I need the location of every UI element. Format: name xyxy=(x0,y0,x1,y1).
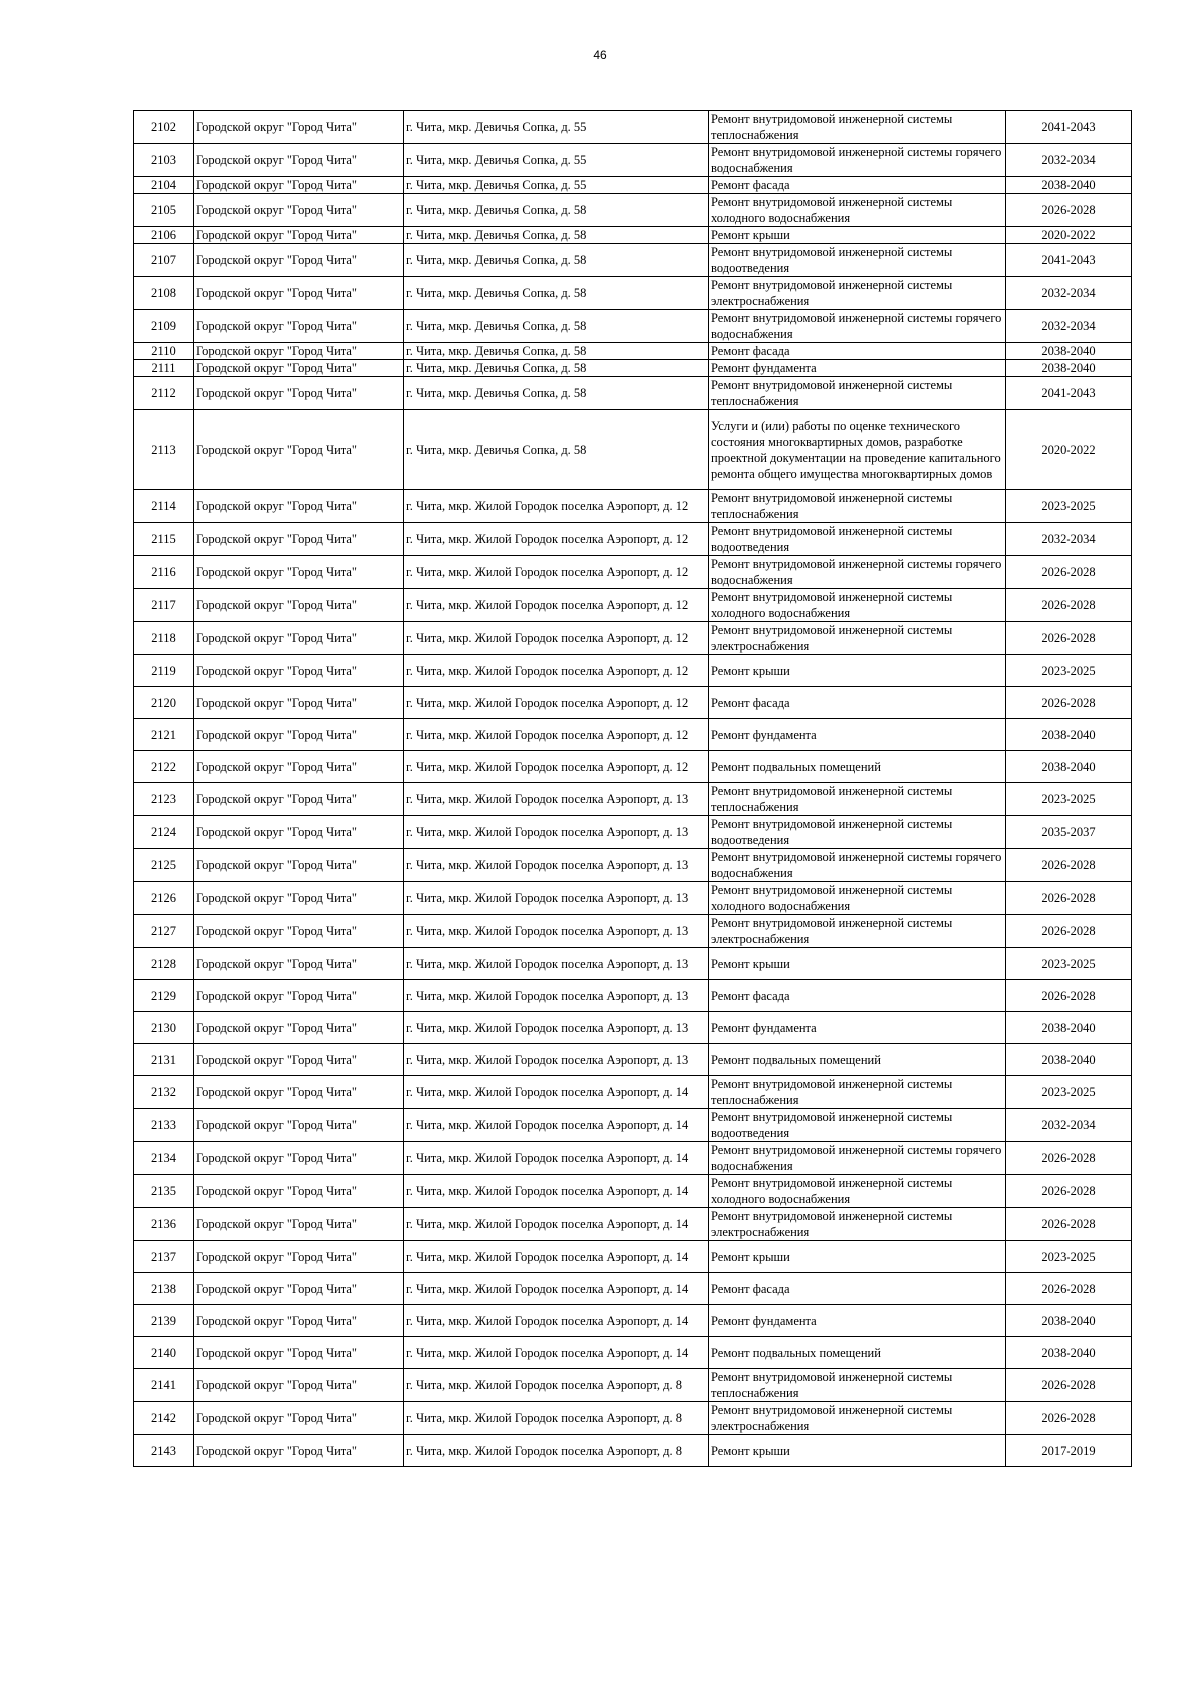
address-cell: г. Чита, мкр. Жилой Городок поселка Аэропорт, д. 12 xyxy=(404,622,709,655)
district-cell: Городской округ "Город Чита" xyxy=(194,194,404,227)
work-type-cell: Ремонт внутридомовой инженерной системы теплоснабжения xyxy=(709,490,1006,523)
work-type-cell: Ремонт внутридомовой инженерной системы водоотведения xyxy=(709,244,1006,277)
address-cell: г. Чита, мкр. Девичья Сопка, д. 55 xyxy=(404,144,709,177)
district-cell: Городской округ "Город Чита" xyxy=(194,410,404,490)
period-cell: 2026-2028 xyxy=(1006,1142,1132,1175)
address-cell: г. Чита, мкр. Жилой Городок поселка Аэропорт, д. 13 xyxy=(404,1044,709,1076)
work-type-cell: Ремонт крыши xyxy=(709,948,1006,980)
district-cell: Городской округ "Город Чита" xyxy=(194,1076,404,1109)
period-cell: 2041-2043 xyxy=(1006,111,1132,144)
district-cell: Городской округ "Город Чита" xyxy=(194,1241,404,1273)
district-cell: Городской округ "Город Чита" xyxy=(194,1402,404,1435)
address-cell: г. Чита, мкр. Жилой Городок поселка Аэропорт, д. 12 xyxy=(404,719,709,751)
work-type-cell: Ремонт крыши xyxy=(709,227,1006,244)
table-row xyxy=(134,111,1132,144)
table-row xyxy=(134,915,1132,948)
address-cell: г. Чита, мкр. Жилой Городок поселка Аэропорт, д. 14 xyxy=(404,1337,709,1369)
district-cell: Городской округ "Город Чита" xyxy=(194,1142,404,1175)
table-row xyxy=(134,882,1132,915)
table-row xyxy=(134,655,1132,687)
row-number-cell: 2106 xyxy=(134,227,194,244)
district-cell: Городской округ "Город Чита" xyxy=(194,1273,404,1305)
district-cell: Городской округ "Город Чита" xyxy=(194,1337,404,1369)
work-type-cell: Ремонт внутридомовой инженерной системы холодного водоснабжения xyxy=(709,194,1006,227)
table-row xyxy=(134,687,1132,719)
work-type-cell: Ремонт внутридомовой инженерной системы электроснабжения xyxy=(709,622,1006,655)
period-cell: 2017-2019 xyxy=(1006,1435,1132,1467)
table-row xyxy=(134,1273,1132,1305)
district-cell: Городской округ "Город Чита" xyxy=(194,177,404,194)
period-cell: 2026-2028 xyxy=(1006,849,1132,882)
work-type-cell: Ремонт фасада xyxy=(709,177,1006,194)
table-row xyxy=(134,1369,1132,1402)
row-number-cell: 2143 xyxy=(134,1435,194,1467)
row-number-cell: 2108 xyxy=(134,277,194,310)
table-row xyxy=(134,751,1132,783)
district-cell: Городской округ "Город Чита" xyxy=(194,816,404,849)
table-row xyxy=(134,1305,1132,1337)
work-type-cell: Ремонт внутридомовой инженерной системы холодного водоснабжения xyxy=(709,1175,1006,1208)
district-cell: Городской округ "Город Чита" xyxy=(194,1175,404,1208)
table-row xyxy=(134,622,1132,655)
row-number-cell: 2114 xyxy=(134,490,194,523)
district-cell: Городской округ "Город Чита" xyxy=(194,980,404,1012)
address-cell: г. Чита, мкр. Жилой Городок поселка Аэропорт, д. 12 xyxy=(404,687,709,719)
work-type-cell: Ремонт внутридомовой инженерной системы электроснабжения xyxy=(709,1208,1006,1241)
district-cell: Городской округ "Город Чита" xyxy=(194,655,404,687)
period-cell: 2023-2025 xyxy=(1006,655,1132,687)
row-number-cell: 2120 xyxy=(134,687,194,719)
period-cell: 2032-2034 xyxy=(1006,277,1132,310)
address-cell: г. Чита, мкр. Жилой Городок поселка Аэропорт, д. 14 xyxy=(404,1241,709,1273)
row-number-cell: 2105 xyxy=(134,194,194,227)
table-row xyxy=(134,194,1132,227)
row-number-cell: 2133 xyxy=(134,1109,194,1142)
period-cell: 2038-2040 xyxy=(1006,719,1132,751)
period-cell: 2023-2025 xyxy=(1006,490,1132,523)
work-type-cell: Ремонт фундамента xyxy=(709,1305,1006,1337)
district-cell: Городской округ "Город Чита" xyxy=(194,490,404,523)
period-cell: 2026-2028 xyxy=(1006,1369,1132,1402)
period-cell: 2026-2028 xyxy=(1006,589,1132,622)
address-cell: г. Чита, мкр. Жилой Городок поселка Аэропорт, д. 12 xyxy=(404,751,709,783)
district-cell: Городской округ "Город Чита" xyxy=(194,343,404,360)
work-type-cell: Ремонт крыши xyxy=(709,1241,1006,1273)
work-type-cell: Ремонт крыши xyxy=(709,655,1006,687)
period-cell: 2026-2028 xyxy=(1006,1208,1132,1241)
address-cell: г. Чита, мкр. Девичья Сопка, д. 58 xyxy=(404,410,709,490)
district-cell: Городской округ "Город Чита" xyxy=(194,111,404,144)
district-cell: Городской округ "Город Чита" xyxy=(194,556,404,589)
district-cell: Городской округ "Город Чита" xyxy=(194,915,404,948)
row-number-cell: 2131 xyxy=(134,1044,194,1076)
district-cell: Городской округ "Город Чита" xyxy=(194,687,404,719)
district-cell: Городской округ "Город Чита" xyxy=(194,227,404,244)
period-cell: 2038-2040 xyxy=(1006,751,1132,783)
table-row xyxy=(134,1076,1132,1109)
address-cell: г. Чита, мкр. Жилой Городок поселка Аэропорт, д. 12 xyxy=(404,589,709,622)
district-cell: Городской округ "Город Чита" xyxy=(194,244,404,277)
address-cell: г. Чита, мкр. Жилой Городок поселка Аэропорт, д. 13 xyxy=(404,1012,709,1044)
address-cell: г. Чита, мкр. Жилой Городок поселка Аэропорт, д. 14 xyxy=(404,1175,709,1208)
district-cell: Городской округ "Город Чита" xyxy=(194,1044,404,1076)
work-type-cell: Ремонт внутридомовой инженерной системы теплоснабжения xyxy=(709,377,1006,410)
table-row xyxy=(134,556,1132,589)
district-cell: Городской округ "Город Чита" xyxy=(194,882,404,915)
period-cell: 2032-2034 xyxy=(1006,523,1132,556)
period-cell: 2023-2025 xyxy=(1006,783,1132,816)
row-number-cell: 2142 xyxy=(134,1402,194,1435)
table-row xyxy=(134,490,1132,523)
district-cell: Городской округ "Город Чита" xyxy=(194,277,404,310)
row-number-cell: 2141 xyxy=(134,1369,194,1402)
row-number-cell: 2117 xyxy=(134,589,194,622)
address-cell: г. Чита, мкр. Жилой Городок поселка Аэропорт, д. 14 xyxy=(404,1076,709,1109)
address-cell: г. Чита, мкр. Жилой Городок поселка Аэропорт, д. 14 xyxy=(404,1142,709,1175)
table-row xyxy=(134,1241,1132,1273)
period-cell: 2032-2034 xyxy=(1006,144,1132,177)
row-number-cell: 2112 xyxy=(134,377,194,410)
work-type-cell: Ремонт внутридомовой инженерной системы теплоснабжения xyxy=(709,1369,1006,1402)
row-number-cell: 2137 xyxy=(134,1241,194,1273)
period-cell: 2041-2043 xyxy=(1006,377,1132,410)
row-number-cell: 2130 xyxy=(134,1012,194,1044)
work-type-cell: Ремонт внутридомовой инженерной системы горячего водоснабжения xyxy=(709,849,1006,882)
table-row xyxy=(134,277,1132,310)
table-row xyxy=(134,948,1132,980)
address-cell: г. Чита, мкр. Жилой Городок поселка Аэропорт, д. 8 xyxy=(404,1369,709,1402)
table-row xyxy=(134,1175,1132,1208)
address-cell: г. Чита, мкр. Девичья Сопка, д. 58 xyxy=(404,277,709,310)
period-cell: 2038-2040 xyxy=(1006,343,1132,360)
work-type-cell: Ремонт внутридомовой инженерной системы теплоснабжения xyxy=(709,111,1006,144)
district-cell: Городской округ "Город Чита" xyxy=(194,310,404,343)
period-cell: 2026-2028 xyxy=(1006,980,1132,1012)
period-cell: 2026-2028 xyxy=(1006,1402,1132,1435)
district-cell: Городской округ "Город Чита" xyxy=(194,719,404,751)
row-number-cell: 2140 xyxy=(134,1337,194,1369)
row-number-cell: 2109 xyxy=(134,310,194,343)
work-type-cell: Ремонт фасада xyxy=(709,343,1006,360)
district-cell: Городской округ "Город Чита" xyxy=(194,1369,404,1402)
address-cell: г. Чита, мкр. Жилой Городок поселка Аэропорт, д. 14 xyxy=(404,1208,709,1241)
district-cell: Городской округ "Город Чита" xyxy=(194,1435,404,1467)
table-row xyxy=(134,244,1132,277)
period-cell: 2035-2037 xyxy=(1006,816,1132,849)
row-number-cell: 2128 xyxy=(134,948,194,980)
period-cell: 2038-2040 xyxy=(1006,360,1132,377)
row-number-cell: 2119 xyxy=(134,655,194,687)
table-row xyxy=(134,719,1132,751)
table-row xyxy=(134,310,1132,343)
address-cell: г. Чита, мкр. Девичья Сопка, д. 58 xyxy=(404,227,709,244)
row-number-cell: 2103 xyxy=(134,144,194,177)
address-cell: г. Чита, мкр. Девичья Сопка, д. 58 xyxy=(404,310,709,343)
address-cell: г. Чита, мкр. Девичья Сопка, д. 58 xyxy=(404,244,709,277)
work-type-cell: Ремонт фундамента xyxy=(709,1012,1006,1044)
row-number-cell: 2125 xyxy=(134,849,194,882)
work-type-cell: Ремонт внутридомовой инженерной системы водоотведения xyxy=(709,523,1006,556)
period-cell: 2026-2028 xyxy=(1006,882,1132,915)
address-cell: г. Чита, мкр. Жилой Городок поселка Аэропорт, д. 14 xyxy=(404,1273,709,1305)
table-row xyxy=(134,177,1132,194)
table-row xyxy=(134,816,1132,849)
address-cell: г. Чита, мкр. Девичья Сопка, д. 55 xyxy=(404,111,709,144)
period-cell: 2026-2028 xyxy=(1006,915,1132,948)
period-cell: 2023-2025 xyxy=(1006,1076,1132,1109)
district-cell: Городской округ "Город Чита" xyxy=(194,849,404,882)
district-cell: Городской округ "Город Чита" xyxy=(194,948,404,980)
address-cell: г. Чита, мкр. Девичья Сопка, д. 58 xyxy=(404,377,709,410)
address-cell: г. Чита, мкр. Жилой Городок поселка Аэропорт, д. 13 xyxy=(404,882,709,915)
address-cell: г. Чита, мкр. Жилой Городок поселка Аэропорт, д. 12 xyxy=(404,523,709,556)
work-type-cell: Услуги и (или) работы по оценке технического состояния многоквартирных домов, разработке проектной документации на проведение капитального ремонта общего имущества многоквартирных домов xyxy=(709,410,1006,490)
table-row xyxy=(134,1337,1132,1369)
address-cell: г. Чита, мкр. Жилой Городок поселка Аэропорт, д. 8 xyxy=(404,1435,709,1467)
work-type-cell: Ремонт внутридомовой инженерной системы холодного водоснабжения xyxy=(709,589,1006,622)
address-cell: г. Чита, мкр. Жилой Городок поселка Аэропорт, д. 13 xyxy=(404,849,709,882)
table-row xyxy=(134,227,1132,244)
district-cell: Городской округ "Город Чита" xyxy=(194,360,404,377)
work-type-cell: Ремонт фундамента xyxy=(709,719,1006,751)
row-number-cell: 2132 xyxy=(134,1076,194,1109)
table-body xyxy=(134,111,1132,1467)
row-number-cell: 2113 xyxy=(134,410,194,490)
table-row xyxy=(134,1435,1132,1467)
address-cell: г. Чита, мкр. Девичья Сопка, д. 58 xyxy=(404,194,709,227)
address-cell: г. Чита, мкр. Жилой Городок поселка Аэропорт, д. 12 xyxy=(404,490,709,523)
district-cell: Городской округ "Город Чита" xyxy=(194,1012,404,1044)
table-row xyxy=(134,1109,1132,1142)
row-number-cell: 2110 xyxy=(134,343,194,360)
work-type-cell: Ремонт крыши xyxy=(709,1435,1006,1467)
period-cell: 2026-2028 xyxy=(1006,556,1132,589)
period-cell: 2032-2034 xyxy=(1006,1109,1132,1142)
table-row xyxy=(134,377,1132,410)
district-cell: Городской округ "Город Чита" xyxy=(194,783,404,816)
work-type-cell: Ремонт внутридомовой инженерной системы электроснабжения xyxy=(709,277,1006,310)
table-row xyxy=(134,980,1132,1012)
row-number-cell: 2129 xyxy=(134,980,194,1012)
address-cell: г. Чита, мкр. Жилой Городок поселка Аэропорт, д. 14 xyxy=(404,1109,709,1142)
district-cell: Городской округ "Город Чита" xyxy=(194,377,404,410)
row-number-cell: 2134 xyxy=(134,1142,194,1175)
period-cell: 2026-2028 xyxy=(1006,1175,1132,1208)
address-cell: г. Чита, мкр. Жилой Городок поселка Аэропорт, д. 13 xyxy=(404,915,709,948)
table-row xyxy=(134,1402,1132,1435)
work-type-cell: Ремонт фасада xyxy=(709,1273,1006,1305)
period-cell: 2038-2040 xyxy=(1006,1044,1132,1076)
row-number-cell: 2121 xyxy=(134,719,194,751)
address-cell: г. Чита, мкр. Жилой Городок поселка Аэропорт, д. 12 xyxy=(404,655,709,687)
row-number-cell: 2138 xyxy=(134,1273,194,1305)
row-number-cell: 2122 xyxy=(134,751,194,783)
table-row xyxy=(134,783,1132,816)
work-type-cell: Ремонт фасада xyxy=(709,980,1006,1012)
address-cell: г. Чита, мкр. Жилой Городок поселка Аэропорт, д. 13 xyxy=(404,816,709,849)
district-cell: Городской округ "Город Чита" xyxy=(194,589,404,622)
table-row xyxy=(134,343,1132,360)
table-row xyxy=(134,589,1132,622)
table-row xyxy=(134,523,1132,556)
table-row xyxy=(134,1012,1132,1044)
work-type-cell: Ремонт внутридомовой инженерной системы холодного водоснабжения xyxy=(709,882,1006,915)
work-type-cell: Ремонт внутридомовой инженерной системы водоотведения xyxy=(709,1109,1006,1142)
table-row xyxy=(134,360,1132,377)
row-number-cell: 2123 xyxy=(134,783,194,816)
period-cell: 2038-2040 xyxy=(1006,177,1132,194)
district-cell: Городской округ "Город Чита" xyxy=(194,1208,404,1241)
table-row xyxy=(134,410,1132,490)
row-number-cell: 2126 xyxy=(134,882,194,915)
work-type-cell: Ремонт внутридомовой инженерной системы горячего водоснабжения xyxy=(709,144,1006,177)
work-type-cell: Ремонт внутридомовой инженерной системы электроснабжения xyxy=(709,915,1006,948)
district-cell: Городской округ "Город Чита" xyxy=(194,622,404,655)
period-cell: 2026-2028 xyxy=(1006,687,1132,719)
address-cell: г. Чита, мкр. Девичья Сопка, д. 58 xyxy=(404,360,709,377)
row-number-cell: 2116 xyxy=(134,556,194,589)
work-type-cell: Ремонт подвальных помещений xyxy=(709,751,1006,783)
district-cell: Городской округ "Город Чита" xyxy=(194,144,404,177)
repair-schedule-table xyxy=(133,110,1132,1467)
period-cell: 2038-2040 xyxy=(1006,1305,1132,1337)
work-type-cell: Ремонт внутридомовой инженерной системы горячего водоснабжения xyxy=(709,556,1006,589)
period-cell: 2041-2043 xyxy=(1006,244,1132,277)
district-cell: Городской округ "Город Чита" xyxy=(194,1305,404,1337)
period-cell: 2020-2022 xyxy=(1006,227,1132,244)
row-number-cell: 2124 xyxy=(134,816,194,849)
work-type-cell: Ремонт внутридомовой инженерной системы водоотведения xyxy=(709,816,1006,849)
address-cell: г. Чита, мкр. Жилой Городок поселка Аэропорт, д. 12 xyxy=(404,556,709,589)
table-row xyxy=(134,1142,1132,1175)
row-number-cell: 2111 xyxy=(134,360,194,377)
period-cell: 2020-2022 xyxy=(1006,410,1132,490)
row-number-cell: 2136 xyxy=(134,1208,194,1241)
address-cell: г. Чита, мкр. Жилой Городок поселка Аэропорт, д. 8 xyxy=(404,1402,709,1435)
period-cell: 2023-2025 xyxy=(1006,1241,1132,1273)
work-type-cell: Ремонт внутридомовой инженерной системы горячего водоснабжения xyxy=(709,310,1006,343)
page-number: 46 xyxy=(593,48,607,62)
table-row xyxy=(134,144,1132,177)
district-cell: Городской округ "Город Чита" xyxy=(194,751,404,783)
period-cell: 2032-2034 xyxy=(1006,310,1132,343)
work-type-cell: Ремонт внутридомовой инженерной системы электроснабжения xyxy=(709,1402,1006,1435)
row-number-cell: 2102 xyxy=(134,111,194,144)
row-number-cell: 2139 xyxy=(134,1305,194,1337)
row-number-cell: 2127 xyxy=(134,915,194,948)
address-cell: г. Чита, мкр. Девичья Сопка, д. 55 xyxy=(404,177,709,194)
period-cell: 2023-2025 xyxy=(1006,948,1132,980)
period-cell: 2026-2028 xyxy=(1006,1273,1132,1305)
row-number-cell: 2115 xyxy=(134,523,194,556)
period-cell: 2038-2040 xyxy=(1006,1012,1132,1044)
address-cell: г. Чита, мкр. Девичья Сопка, д. 58 xyxy=(404,343,709,360)
district-cell: Городской округ "Город Чита" xyxy=(194,523,404,556)
row-number-cell: 2118 xyxy=(134,622,194,655)
row-number-cell: 2135 xyxy=(134,1175,194,1208)
address-cell: г. Чита, мкр. Жилой Городок поселка Аэропорт, д. 13 xyxy=(404,980,709,1012)
work-type-cell: Ремонт фундамента xyxy=(709,360,1006,377)
row-number-cell: 2104 xyxy=(134,177,194,194)
table-row xyxy=(134,1208,1132,1241)
row-number-cell: 2107 xyxy=(134,244,194,277)
work-type-cell: Ремонт внутридомовой инженерной системы горячего водоснабжения xyxy=(709,1142,1006,1175)
table-row xyxy=(134,849,1132,882)
table-row xyxy=(134,1044,1132,1076)
period-cell: 2026-2028 xyxy=(1006,194,1132,227)
work-type-cell: Ремонт внутридомовой инженерной системы теплоснабжения xyxy=(709,783,1006,816)
work-type-cell: Ремонт внутридомовой инженерной системы теплоснабжения xyxy=(709,1076,1006,1109)
address-cell: г. Чита, мкр. Жилой Городок поселка Аэропорт, д. 13 xyxy=(404,783,709,816)
period-cell: 2026-2028 xyxy=(1006,622,1132,655)
work-type-cell: Ремонт подвальных помещений xyxy=(709,1337,1006,1369)
period-cell: 2038-2040 xyxy=(1006,1337,1132,1369)
address-cell: г. Чита, мкр. Жилой Городок поселка Аэропорт, д. 13 xyxy=(404,948,709,980)
work-type-cell: Ремонт фасада xyxy=(709,687,1006,719)
district-cell: Городской округ "Город Чита" xyxy=(194,1109,404,1142)
address-cell: г. Чита, мкр. Жилой Городок поселка Аэропорт, д. 14 xyxy=(404,1305,709,1337)
work-type-cell: Ремонт подвальных помещений xyxy=(709,1044,1006,1076)
